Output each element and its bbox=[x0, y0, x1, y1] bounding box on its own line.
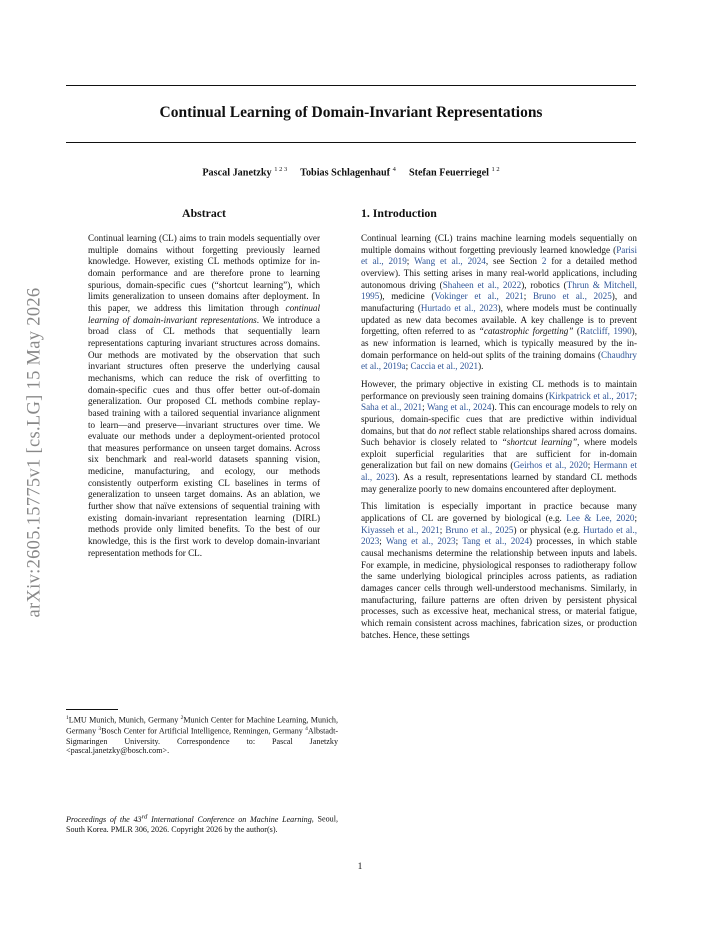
proceedings-notice: Proceedings of the 43rd International Conference on Machine Learning, Seoul, South Korea. PMLR 306, 2026. Copyright 2026 by the author(s). bbox=[66, 813, 338, 834]
intro-paragraph: Continual learning (CL) trains machine learning models sequentially on multiple domains without forgetting previously learned knowledge (Parisi et al., 2019; Wang et al., 2024, see Section 2 for a detailed method overview). This setting arises in many real-world applications, including autonomous driving (Shaheen et al., 2022), robotics (Thrun & Mitchell, 1995), medicine (Vokinger et al., 2021; Bruno et al., 2025), and manufacturing (Hurtado et al., 2023), where models must be continually updated as new data becomes available. A key challenge is to prevent forgetting, often referred to as “catastrophic forgetting” (Ratcliff, 1990), as new information is learned, which is typically measured by the in-domain performance on held-out splits of the training domains (Chaudhry et al., 2019a; Caccia et al., 2021). bbox=[361, 233, 637, 372]
citation-link[interactable]: Wang et al., 2023 bbox=[385, 536, 456, 547]
author-name: Tobias Schlagenhauf bbox=[300, 167, 391, 179]
citation-link[interactable]: Shaheen et al., 2022 bbox=[442, 279, 522, 290]
author-affiliation: 1 2 bbox=[491, 166, 500, 173]
intro-paragraph: However, the primary objective in existing CL methods is to maintain performance on previously seen training domains (Kirkpatrick et al., 2017; Saha et al., 2021; Wang et al., 2024). This can encourage models to rely on spurious, domain-specific cues that are predictive within individual domains, but that do not reflect stable relationships shared across domains. Such behavior is closely related to “shortcut learning”, where models exploit superficial regularities that are sufficient for in-domain generalization but fail on new domains (Geirhos et al., 2020; Hermann et al., 2023). As a result, representations learned by standard CL methods may generalize poorly to new domains encountered after deployment. bbox=[361, 378, 638, 494]
citation-link[interactable]: Parisi et al., 2019 bbox=[361, 244, 637, 267]
intro-paragraph: This limitation is especially important in practice because many applications of CL are governed by biological (e.g. Lee & Lee, 2020; Kiyasseh et al., 2021; Bruno et al., 2025) or physical (e.g. Hurtado et al., 2023; Wang et al., 2023; Tang et al., 2024) processes, in which stable causal mechanisms determine the relationship between inputs and labels. For example, in medicine, physiological responses to radiotherapy follow the same underlying biological principles across patients, as radiation damages cancer cells through well-understood mechanisms. Similarly, in manufacturing, failure patterns are often driven by persistent physical processes, such as excessive heat, mechanical stress, or material fatigue, which remain consistent across machines, fabrication sizes, or production batches. Hence, these settings bbox=[361, 501, 638, 640]
citation-link[interactable]: Bruno et al., 2025 bbox=[445, 524, 514, 535]
abstract-heading: Abstract bbox=[182, 206, 226, 220]
introduction-heading: 1. Introduction bbox=[361, 206, 437, 220]
arxiv-identifier: arXiv:2605.15775v1 [cs.LG] 15 May 2026 bbox=[24, 287, 45, 618]
author-affiliation: 4 bbox=[392, 166, 396, 173]
page-number: 1 bbox=[357, 862, 363, 872]
author-name: Pascal Janetzky bbox=[202, 167, 272, 179]
citation-link[interactable]: Caccia et al., 2021 bbox=[410, 361, 479, 372]
citation-link[interactable]: Vokinger et al., 2021 bbox=[434, 291, 524, 302]
emphasis-text: “shortcut learning” bbox=[501, 437, 578, 448]
emphasis-text: “catastrophic forgetting” bbox=[478, 326, 574, 337]
citation-link[interactable]: Hurtado et al., 2023 bbox=[420, 302, 498, 313]
footnote-rule bbox=[66, 709, 118, 710]
abstract-section bbox=[88, 206, 320, 559]
citation-link[interactable]: 2 bbox=[541, 256, 547, 267]
citation-link[interactable]: Kiyasseh et al., 2021 bbox=[361, 524, 440, 535]
author-name: Stefan Feuerriegel bbox=[408, 167, 489, 179]
author-list bbox=[66, 166, 636, 178]
citation-link[interactable]: Kirkpatrick et al., 2017 bbox=[548, 390, 635, 401]
citation-link[interactable]: Geirhos et al., 2020 bbox=[513, 460, 588, 471]
citation-link[interactable]: Tang et al., 2024 bbox=[462, 536, 530, 547]
emphasis-text: not bbox=[438, 425, 451, 436]
citation-link[interactable]: Hermann et al., 2023 bbox=[361, 460, 637, 483]
introduction-section bbox=[361, 206, 637, 647]
abstract-text: Continual learning (CL) aims to train models sequentially over multiple domains without forgetting previously learned knowledge. However, existing CL methods optimize for in-domain performance and are therefore prone to learning spurious, domain-specific cues (“shortcut learning”), which limits generalization to unseen domains after deployment. In this paper, we address this limitation through continual learning of domain-invariant representations. We introduce a broad class of CL methods that sequentially learn representations capturing invariant structures across domains. Our methods are motivated by the observation that such invariant structures often preserve the underlying causal mechanisms, which can reduce the risk of overfitting to domain-specific cues and thus offer better out-of-domain generalization. Our proposed CL methods combine replay-based training with a tailored sequential invariance alignment to learn—and preserve—invariant structures over time. We evaluate our methods under a deployment-oriented protocol that measures performance on unseen target domains. Across six benchmark and real-world datasets spanning vision, medicine, manufacturing, and ecology, our methods consistently outperform existing CL baselines in terms of generalization to unseen target domains. As an ablation, we further show that naïve extensions of sequential training with existing domain-invariant representation learning (DIRL) methods provide only limited benefits. To the best of our knowledge, this is the first work to develop domain-invariant representation methods for CL. bbox=[88, 233, 321, 558]
citation-link[interactable]: Ratcliff, 1990 bbox=[579, 326, 632, 337]
paper-title: Continual Learning of Domain-Invariant Representations bbox=[159, 104, 543, 121]
citation-link[interactable]: Bruno et al., 2025 bbox=[532, 291, 612, 302]
citation-link[interactable]: Saha et al., 2021 bbox=[361, 402, 423, 413]
citation-link[interactable]: Thrun & Mitchell, 1995 bbox=[361, 279, 637, 302]
citation-link[interactable]: Wang et al., 2024 bbox=[414, 256, 486, 267]
author-affiliation: 1 2 3 bbox=[274, 166, 288, 173]
title-rule-top bbox=[66, 85, 636, 86]
title-rule-bottom bbox=[66, 142, 636, 143]
citation-link[interactable]: Lee & Lee, 2020 bbox=[566, 513, 635, 524]
citation-link[interactable]: Hurtado et al., 2023 bbox=[361, 524, 638, 547]
citation-link[interactable]: Wang et al., 2024 bbox=[426, 402, 492, 413]
footnote-text: $^1$LMU Munich, Munich, Germany $^2$Munich Center for Machine Learning, Munich, Germany $^3$Bosch Center for Artificial Intelligence, Renningen, Germany $^4$Albstadt-Sigmaringen University. Correspondence to: Pascal Janetzky <pascal.janetzky@bosch.com>. bbox=[66, 715, 339, 756]
affiliation-footnote bbox=[66, 709, 338, 756]
citation-link[interactable]: Chaudhry et al., 2019a bbox=[361, 349, 637, 372]
